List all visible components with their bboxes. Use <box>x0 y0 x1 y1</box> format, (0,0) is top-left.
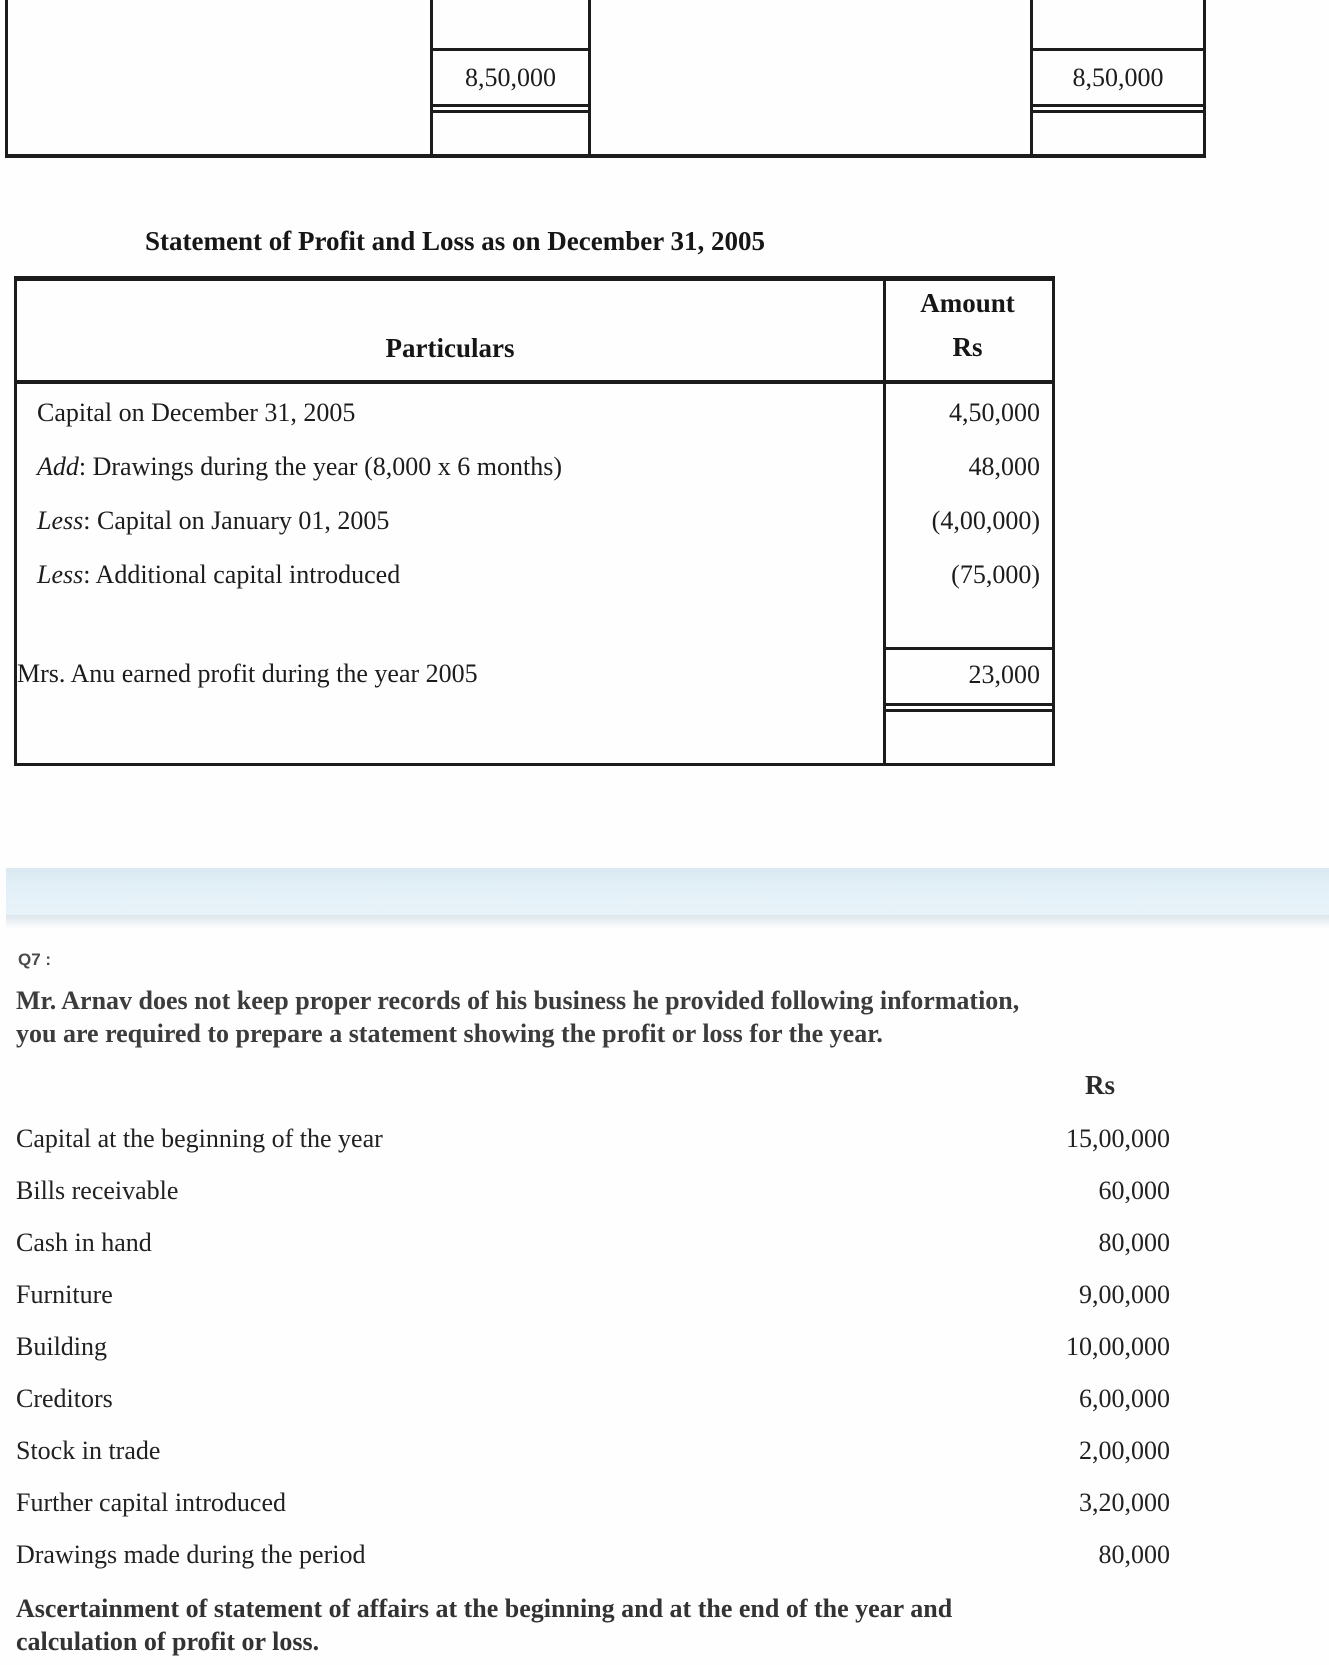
question-text-line1: Mr. Arnav does not keep proper records of his business he provided following information, <box>16 986 1020 1015</box>
list-item-amount: 10,00,000 <box>1066 1332 1170 1361</box>
table-row-amount: (4,00,000) <box>931 506 1040 535</box>
table-row-amount: 48,000 <box>968 452 1040 481</box>
question-text-line2: you are required to prepare a statement showing the profit or loss for the year. <box>16 1019 883 1048</box>
currency-column-header: Rs <box>1085 1070 1116 1100</box>
table-border-right <box>1203 0 1206 157</box>
table-row-amount: 4,50,000 <box>949 398 1040 427</box>
list-item-label: Furniture <box>16 1280 113 1309</box>
table-row-label <box>37 440 562 494</box>
table-border-bottom <box>5 154 1206 158</box>
double-rule <box>1030 104 1206 107</box>
column-header-rs: Rs <box>952 332 983 362</box>
header-rule <box>17 380 1052 384</box>
list-item-label: Bills receivable <box>16 1176 179 1205</box>
list-item-label: Building <box>16 1332 108 1361</box>
list-item-amount: 15,00,000 <box>1066 1124 1170 1153</box>
double-rule <box>430 104 591 107</box>
row-prefix: Less <box>37 560 84 589</box>
section-divider-banner <box>6 868 1329 915</box>
total-amount-right: 8,50,000 <box>1072 63 1164 92</box>
question-number: Q7 : <box>18 950 52 969</box>
list-item-label: Creditors <box>16 1384 113 1413</box>
list-item-amount: 80,000 <box>1098 1228 1170 1257</box>
table-divider <box>588 0 591 157</box>
double-rule <box>430 110 591 113</box>
column-header-particulars: Particulars <box>385 333 515 363</box>
list-item-amount: 80,000 <box>1098 1540 1170 1569</box>
list-item-amount: 2,00,000 <box>1079 1436 1170 1465</box>
list-item-amount: 9,00,000 <box>1079 1280 1170 1309</box>
row-text: : Capital on January 01, 2005 <box>83 506 390 535</box>
double-rule <box>883 703 1052 706</box>
list-item-label: Stock in trade <box>16 1436 161 1465</box>
table-row-label <box>37 386 355 440</box>
balance-table-fragment <box>5 0 1206 160</box>
result-row-amount: 23,000 <box>968 660 1040 689</box>
column-header-amount: Amount <box>920 288 1015 318</box>
list-item-label: Drawings made during the period <box>16 1540 366 1569</box>
table-row-amount: (75,000) <box>951 560 1040 589</box>
table-border-left <box>5 0 8 157</box>
list-item-label: Capital at the beginning of the year <box>16 1124 383 1153</box>
list-item-label: Further capital introduced <box>16 1488 287 1517</box>
result-row-label: Mrs. Anu earned profit during the year 2005 <box>17 659 478 688</box>
profit-loss-table <box>14 276 1055 766</box>
double-rule <box>883 709 1052 712</box>
row-text: Capital on December 31, 2005 <box>37 398 356 427</box>
double-rule <box>1030 110 1206 113</box>
list-item-label: Cash in hand <box>16 1228 152 1257</box>
list-item-amount: 6,00,000 <box>1079 1384 1170 1413</box>
banner-shadow <box>6 915 1329 929</box>
list-item-amount: 3,20,000 <box>1079 1488 1170 1517</box>
row-text: : Additional capital introduced <box>83 560 401 589</box>
list-item-amount: 60,000 <box>1098 1176 1170 1205</box>
row-prefix: Less <box>37 506 84 535</box>
row-text: : Drawings during the year (8,000 x 6 months) <box>78 452 562 481</box>
table-row-label <box>37 548 400 602</box>
footer-note-line2: calculation of profit or loss. <box>16 1627 320 1656</box>
footer-note-line1: Ascertainment of statement of affairs at the beginning and at the end of the year and <box>16 1594 953 1623</box>
row-prefix: Add <box>37 452 79 481</box>
total-amount-left: 8,50,000 <box>465 63 556 92</box>
statement-title: Statement of Profit and Loss as on December 31, 2005 <box>145 226 765 256</box>
table-row-label <box>37 494 389 548</box>
